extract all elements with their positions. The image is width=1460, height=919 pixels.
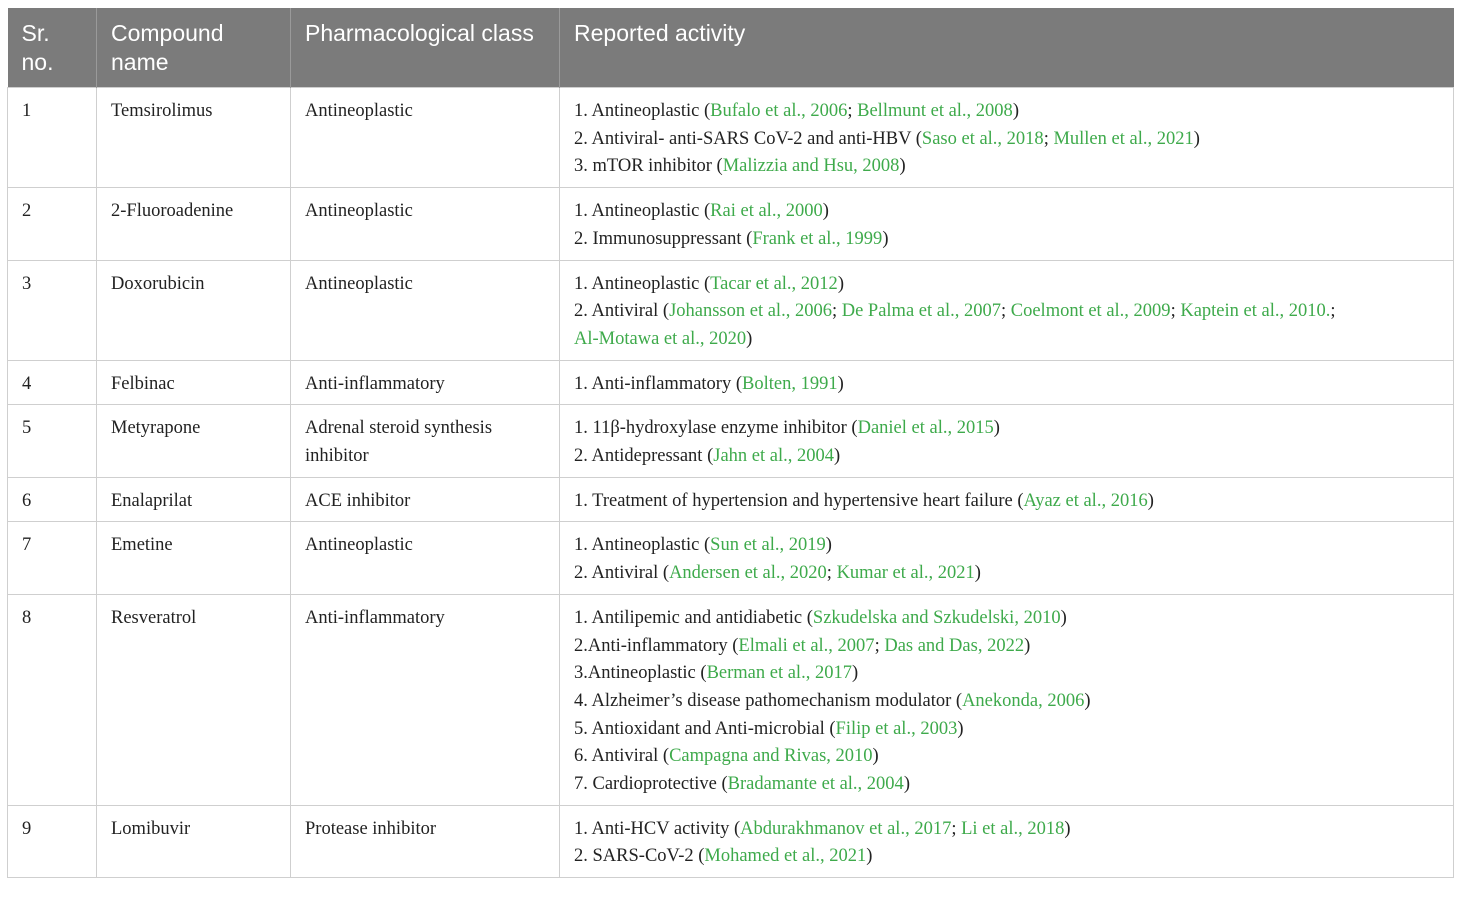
activity-text: )	[993, 418, 1000, 439]
activity-line	[574, 560, 1439, 588]
activity-text: 2. SARS-CoV-2 (	[574, 846, 705, 867]
compound-name-cell: Metyrapone	[97, 405, 291, 477]
sr-no-cell: 5	[8, 405, 97, 477]
compound-name-cell: Emetine	[97, 522, 291, 594]
activity-line	[574, 716, 1439, 744]
citation-link[interactable]: Berman et al., 2017	[706, 663, 852, 684]
table-row	[8, 88, 1454, 188]
activity-line	[574, 660, 1439, 688]
activity-text: 2.Anti-inflammatory (	[574, 635, 739, 656]
activity-text: 2. Antiviral (	[574, 563, 670, 584]
table-row	[8, 360, 1454, 405]
activity-text: )	[1024, 635, 1031, 656]
activity-text: )	[825, 535, 832, 556]
compound-name-cell: Doxorubicin	[97, 260, 291, 360]
sr-no-cell: 9	[8, 805, 97, 877]
pharmacological-class-cell: Protease inhibitor	[291, 805, 560, 877]
citation-link[interactable]: Daniel et al., 2015	[857, 418, 994, 439]
citation-link[interactable]: Campagna and Rivas, 2010	[669, 746, 873, 767]
activity-text: 2. Antiviral- anti-SARS CoV-2 and anti-HBV (	[574, 128, 922, 149]
reported-activity-cell	[560, 188, 1454, 260]
activity-line	[574, 371, 1439, 399]
activity-line	[574, 633, 1439, 661]
activity-text: )	[882, 228, 889, 249]
table-row	[8, 260, 1454, 360]
activity-text: 1. Antilipemic and antidiabetic (	[574, 607, 813, 628]
citation-link[interactable]: Elmali et al., 2007	[738, 635, 875, 656]
activity-text: 1. 11β-hydroxylase enzyme inhibitor (	[574, 418, 858, 439]
citation-link[interactable]: Mullen et al., 2021	[1053, 128, 1194, 149]
activity-text: )	[872, 746, 879, 767]
activity-text: 4. Alzheimer’s disease pathomechanism modulator (	[574, 690, 963, 711]
activity-text: )	[837, 373, 844, 394]
table-header-row	[8, 8, 1454, 88]
activity-text: 1. Antineoplastic (	[574, 101, 711, 121]
citation-link[interactable]: Ayaz et al., 2016	[1023, 490, 1148, 511]
activity-line	[574, 415, 1439, 443]
table-row	[8, 405, 1454, 477]
citation-link[interactable]: Sun et al., 2019	[710, 535, 826, 556]
table-row	[8, 188, 1454, 260]
activity-line	[574, 126, 1439, 154]
reported-activity-cell	[560, 594, 1454, 805]
activity-line	[574, 153, 1439, 181]
compound-name-cell: Resveratrol	[97, 594, 291, 805]
header-reported-activity: Reported activity	[560, 8, 1454, 88]
activity-line	[574, 98, 1439, 126]
compound-name-cell: Enalaprilat	[97, 477, 291, 522]
activity-text: )	[866, 846, 873, 867]
activity-line	[574, 743, 1439, 771]
activity-text: 1. Treatment of hypertension and hypertensive heart failure (	[574, 490, 1024, 511]
reported-activity-cell	[560, 522, 1454, 594]
activity-text: 6. Antiviral (	[574, 746, 670, 767]
activity-text: 3. mTOR inhibitor (	[574, 156, 723, 177]
activity-text: )	[1084, 690, 1091, 711]
activity-text: ;	[1330, 301, 1336, 322]
activity-line	[574, 688, 1439, 716]
citation-link[interactable]: Mohamed et al., 2021	[704, 846, 867, 867]
activity-text: )	[974, 563, 981, 584]
activity-line	[574, 443, 1439, 471]
activity-text: ;	[951, 818, 962, 839]
citation-link[interactable]: Anekonda, 2006	[962, 690, 1085, 711]
activity-text: )	[837, 273, 844, 294]
activity-text: ;	[1043, 128, 1054, 149]
pharmacological-class-cell: Antineoplastic	[291, 88, 560, 188]
citation-link[interactable]: Abdurakhmanov et al., 2017	[740, 818, 952, 839]
citation-link[interactable]: Tacar et al., 2012	[710, 273, 838, 294]
citation-link[interactable]: Filip et al., 2003	[835, 718, 958, 739]
sr-no-cell: 8	[8, 594, 97, 805]
activity-line	[574, 843, 1439, 871]
table-row	[8, 594, 1454, 805]
citation-link[interactable]: Szkudelska and Szkudelski, 2010	[812, 607, 1061, 628]
pharmacological-class-cell: Antineoplastic	[291, 188, 560, 260]
activity-text: 1. Anti-inflammatory (	[574, 373, 743, 394]
citation-link[interactable]: Li et al., 2018	[961, 818, 1065, 839]
pharmacological-class-cell: Antineoplastic	[291, 522, 560, 594]
pharmacological-class-cell: ACE inhibitor	[291, 477, 560, 522]
table-row	[8, 522, 1454, 594]
citation-link[interactable]: Andersen et al., 2020	[669, 563, 827, 584]
citation-link[interactable]: De Palma et al., 2007	[841, 301, 1001, 322]
reported-activity-cell	[560, 805, 1454, 877]
citation-link[interactable]: Saso et al., 2018	[921, 128, 1044, 149]
activity-text: 3.Antineoplastic (	[574, 663, 707, 684]
compound-table	[7, 8, 1454, 878]
activity-text: )	[1060, 607, 1067, 628]
activity-text: )	[851, 663, 859, 684]
reported-activity-cell	[560, 477, 1454, 522]
sr-no-cell: 2	[8, 188, 97, 260]
activity-text: )	[1064, 818, 1071, 839]
activity-text: 2. Immunosuppressant (	[574, 228, 753, 249]
citation-link[interactable]: Rai et al., 2000	[710, 201, 823, 222]
sr-no-cell: 3	[8, 260, 97, 360]
activity-text: ;	[847, 101, 858, 121]
activity-line	[574, 532, 1439, 560]
activity-text: 5. Antioxidant and Anti-microbial (	[574, 718, 836, 739]
compound-name-cell: Temsirolimus	[97, 88, 291, 188]
citation-link[interactable]: Kaptein et al., 2010.	[1180, 301, 1331, 322]
activity-line	[574, 271, 1439, 299]
citation-link[interactable]: Coelmont et al., 2009	[1010, 301, 1171, 322]
pharmacological-class-cell: Adrenal steroid synthesis inhibitor	[291, 405, 560, 477]
activity-text: ;	[1000, 301, 1011, 322]
activity-text: ;	[1170, 301, 1181, 322]
citation-link[interactable]: Kumar et al., 2021	[836, 563, 975, 584]
reported-activity-cell	[560, 360, 1454, 405]
citation-link[interactable]: Al-Motawa et al., 2020	[574, 328, 747, 349]
activity-text: )	[903, 774, 910, 795]
reported-activity-cell	[560, 405, 1454, 477]
activity-line	[574, 198, 1439, 226]
activity-text: 1. Antineoplastic (	[574, 201, 711, 222]
citation-link[interactable]: Malizzia and Hsu, 2008	[722, 156, 900, 177]
header-sr-no: Sr. no.	[8, 8, 97, 88]
compound-name-cell: Felbinac	[97, 360, 291, 405]
reported-activity-cell	[560, 88, 1454, 188]
activity-text: )	[1012, 101, 1019, 121]
citation-link[interactable]: Bellmunt et al., 2008	[857, 101, 1013, 121]
activity-text: )	[1147, 490, 1154, 511]
activity-line	[574, 326, 1439, 354]
pharmacological-class-cell: Antineoplastic	[291, 260, 560, 360]
activity-line	[574, 771, 1439, 799]
activity-text: ;	[826, 563, 837, 584]
activity-text: 1. Antineoplastic (	[574, 273, 711, 294]
activity-line	[574, 298, 1439, 326]
citation-link[interactable]: Frank et al., 1999	[752, 228, 883, 249]
activity-text: )	[746, 328, 753, 349]
activity-text: )	[822, 201, 829, 222]
compound-name-cell: 2-Fluoroadenine	[97, 188, 291, 260]
sr-no-cell: 6	[8, 477, 97, 522]
table-row	[8, 477, 1454, 522]
activity-line	[574, 488, 1439, 516]
table-row	[8, 805, 1454, 877]
activity-text: ;	[831, 301, 842, 322]
citation-link[interactable]: Bradamante et al., 2004	[727, 774, 904, 795]
activity-text: 2. Antiviral (	[574, 301, 670, 322]
activity-text: 1. Anti-HCV activity (	[574, 818, 741, 839]
pharmacological-class-cell: Anti-inflammatory	[291, 594, 560, 805]
activity-line	[574, 605, 1439, 633]
activity-text: 2. Antidepressant (	[574, 446, 714, 467]
citation-link[interactable]: Bolten, 1991	[742, 373, 838, 394]
activity-line	[574, 226, 1439, 254]
activity-text: )	[1193, 128, 1200, 149]
reported-activity-cell	[560, 260, 1454, 360]
table-body	[8, 88, 1454, 878]
pharmacological-class-cell: Anti-inflammatory	[291, 360, 560, 405]
citation-link[interactable]: Bufalo et al., 2006	[710, 101, 848, 121]
citation-link[interactable]: Jahn et al., 2004	[713, 446, 834, 467]
citation-link[interactable]: Das and Das, 2022	[884, 635, 1025, 656]
sr-no-cell: 7	[8, 522, 97, 594]
activity-text: )	[957, 718, 964, 739]
activity-text: 7. Cardioprotective (	[574, 774, 728, 795]
sr-no-cell: 1	[8, 88, 97, 188]
activity-text: )	[899, 156, 906, 177]
header-pharmacological-class: Pharmacological class	[291, 8, 560, 88]
activity-text: )	[834, 446, 841, 467]
activity-text: ;	[874, 635, 885, 656]
header-compound-name: Compound name	[97, 8, 291, 88]
compound-name-cell: Lomibuvir	[97, 805, 291, 877]
activity-text: 1. Antineoplastic (	[574, 535, 711, 556]
citation-link[interactable]: Johansson et al., 2006	[669, 301, 832, 322]
sr-no-cell: 4	[8, 360, 97, 405]
activity-line	[574, 816, 1439, 844]
